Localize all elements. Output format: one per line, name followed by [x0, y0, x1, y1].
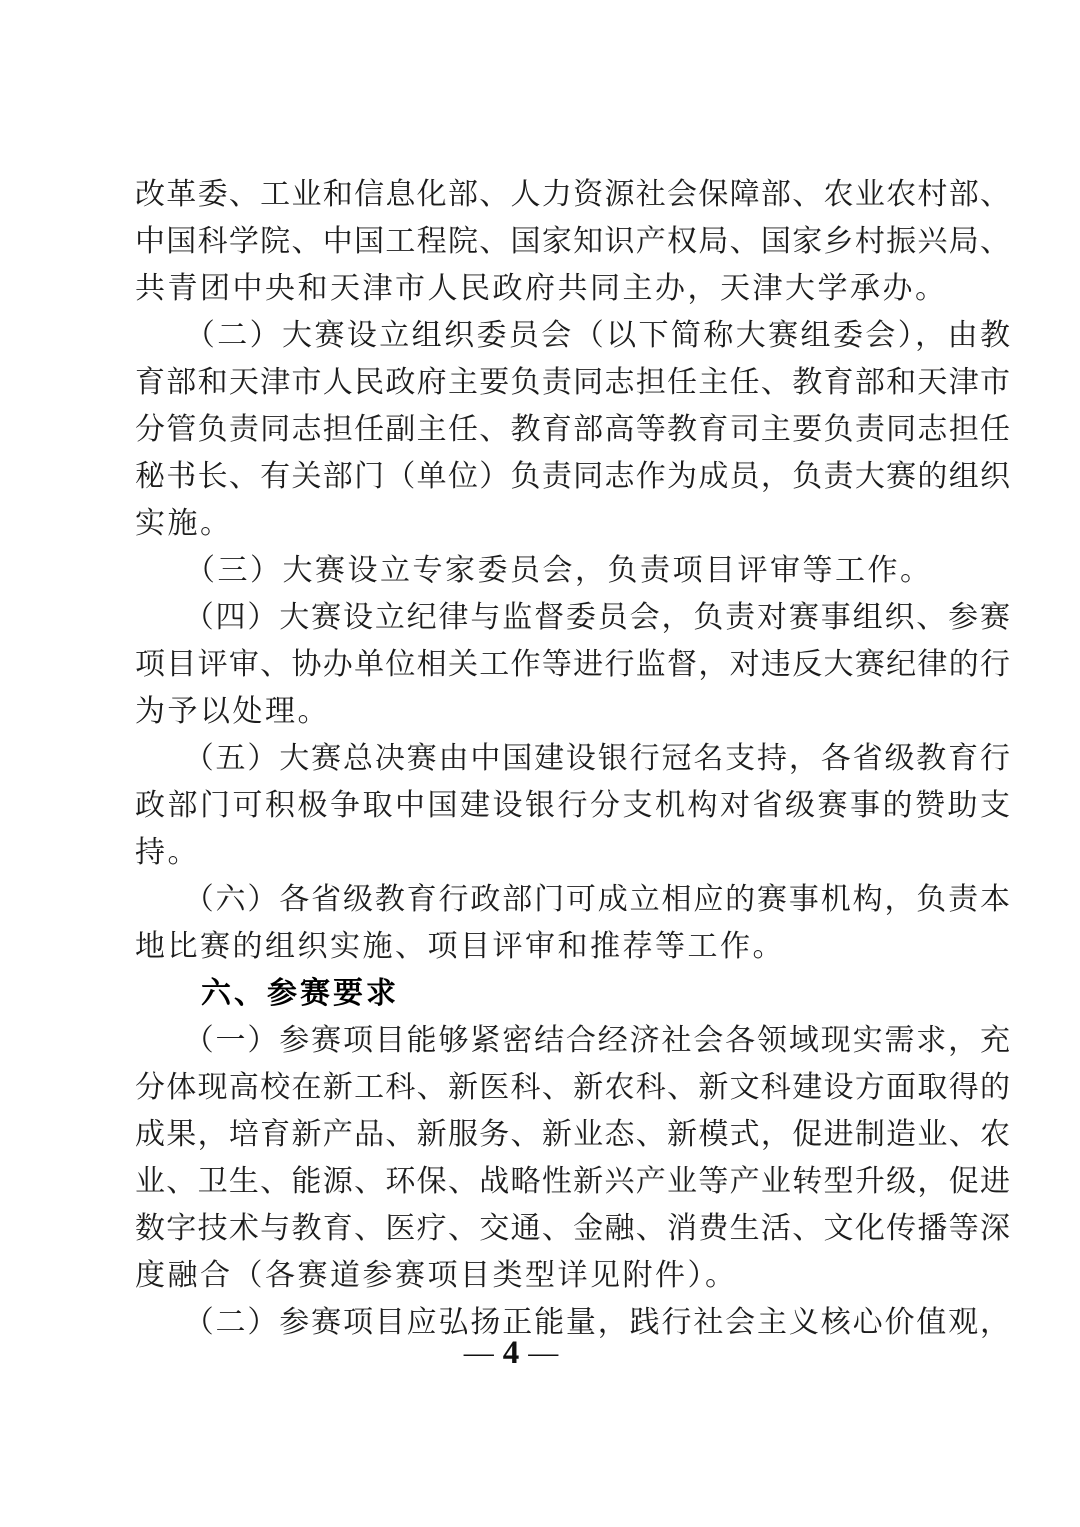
text-line: 持。: [135, 836, 200, 869]
text-line: 政部门可积极争取中国建设银行分支机构对省级赛事的赞助支: [135, 789, 1010, 822]
text-line: 共青团中央和天津市人民政府共同主办，天津大学承办。: [135, 272, 948, 305]
text-line: 中国科学院、中国工程院、国家知识产权局、国家乡村振兴局、: [135, 225, 1010, 258]
text-line: 秘书长、有关部门（单位）负责同志作为成员，负责大赛的组织: [135, 460, 1010, 493]
text-line: （二）参赛项目应弘扬正能量，践行社会主义核心价值观，: [135, 1306, 1010, 1339]
text-line: 地比赛的组织实施、项目评审和推荐等工作。: [135, 930, 785, 963]
text-line: （六）各省级教育行政部门可成立相应的赛事机构，负责本: [135, 883, 1010, 916]
text-line: 业、卫生、能源、环保、战略性新兴产业等产业转型升级，促进: [135, 1165, 1010, 1198]
body-text: [135, 171, 1010, 1346]
text-line: （一）参赛项目能够紧密结合经济社会各领域现实需求，充: [135, 1024, 1010, 1057]
footer-dash-left: —: [463, 1336, 494, 1369]
text-line: 改革委、工业和信息化部、人力资源社会保障部、农业农村部、: [135, 178, 1010, 211]
text-line: 分管负责同志担任副主任、教育部高等教育司主要负责同志担任: [135, 413, 1010, 446]
footer-dash-right: —: [528, 1336, 559, 1369]
page-footer: [0, 1336, 1022, 1370]
text-line: 项目评审、协办单位相关工作等进行监督，对违反大赛纪律的行: [135, 648, 1010, 681]
text-line: （二）大赛设立组织委员会（以下简称大赛组委会），由教: [135, 319, 1010, 352]
text-line: 成果，培育新产品、新服务、新业态、新模式，促进制造业、农: [135, 1118, 1010, 1151]
section-heading-line: 六、参赛要求: [135, 977, 399, 1010]
page-number: 4: [502, 1335, 520, 1371]
text-line: 育部和天津市人民政府主要负责同志担任主任、教育部和天津市: [135, 366, 1010, 399]
text-line: 为予以处理。: [135, 695, 330, 728]
text-line: 分体现高校在新工科、新医科、新农科、新文科建设方面取得的: [135, 1071, 1010, 1104]
text-line: 度融合（各赛道参赛项目类型详见附件）。: [135, 1259, 738, 1292]
text-line: （三）大赛设立专家委员会，负责项目评审等工作。: [135, 554, 933, 587]
text-line: 数字技术与教育、医疗、交通、金融、消费生活、文化传播等深: [135, 1212, 1010, 1245]
text-line: （四）大赛设立纪律与监督委员会，负责对赛事组织、参赛: [135, 601, 1010, 634]
text-line: （五）大赛总决赛由中国建设银行冠名支持，各省级教育行: [135, 742, 1010, 775]
text-line: 实施。: [135, 507, 233, 540]
